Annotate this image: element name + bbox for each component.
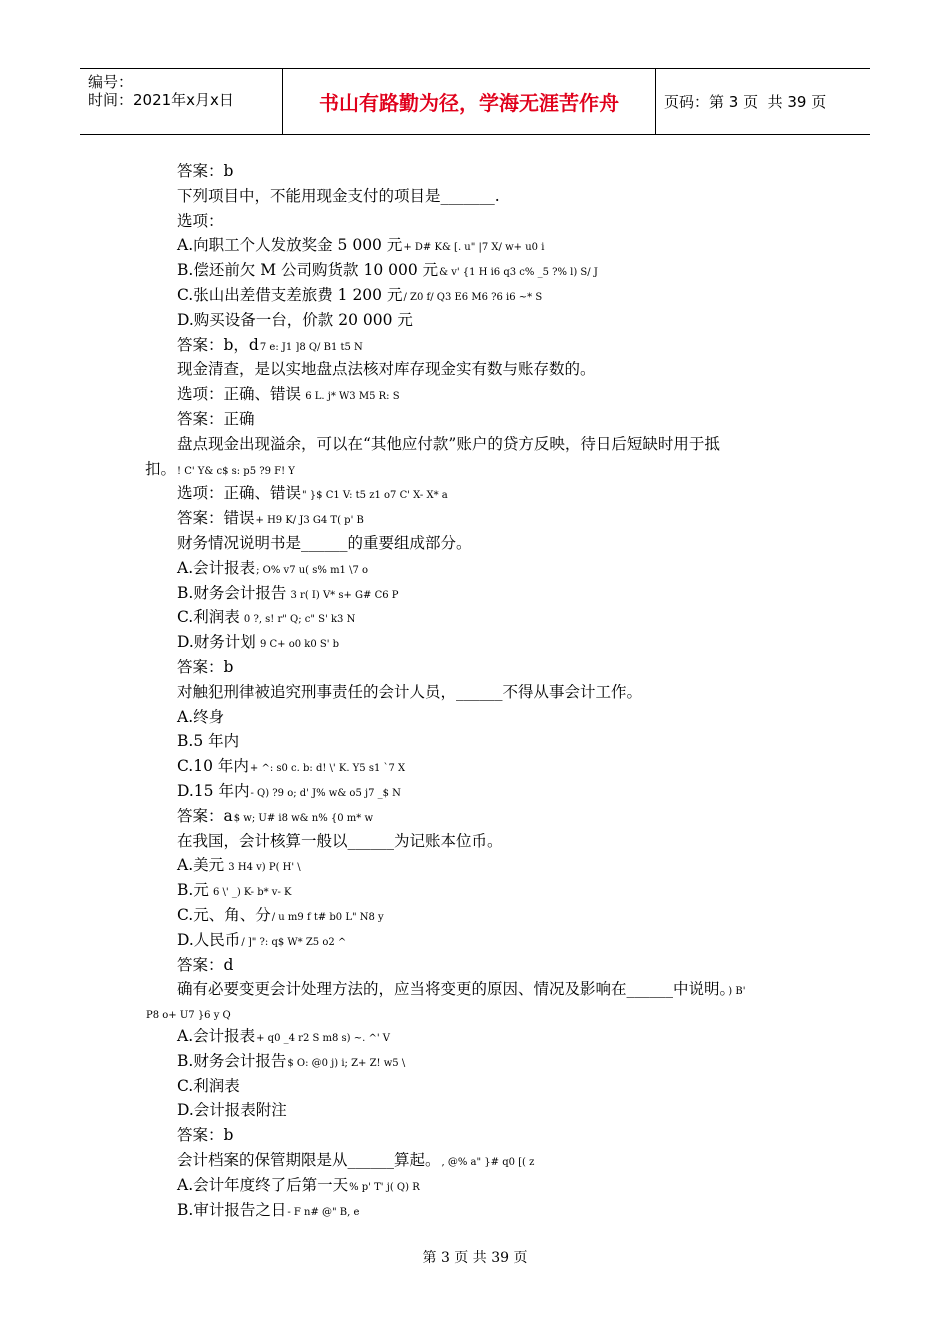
line-text: 答案：b (177, 1126, 234, 1145)
line-text: D.15 年内 (177, 781, 250, 800)
line-text: 答案：a (177, 806, 233, 825)
text-line (0, 1148, 950, 1173)
text-line (0, 1024, 950, 1049)
line-noise-text: 3 H4 v) P( H' \ (225, 862, 301, 874)
line-text: 在我国，会计核算一般以______为记账本位币。 (177, 831, 503, 850)
line-text: 答案：正确 (177, 409, 255, 428)
line-text: 现金清查，是以实地盘点法核对库存现金实有数与账存数的。 (177, 360, 596, 379)
line-noise-text: + D# K& [. u" |7 X/ w+ u0 i (403, 242, 545, 254)
text-line (0, 159, 950, 184)
line-text: C.元、角、分 (177, 905, 271, 924)
line-text: 答案：d (177, 955, 234, 974)
line-noise-text: 3 r( I) V* s+ G# C6 P (287, 589, 399, 601)
line-text: D.人民币 (177, 930, 241, 949)
text-line (0, 878, 950, 903)
line-noise-text: / Z0 f/ Q3 E6 M6 ?6 i6 ~* S (403, 291, 543, 303)
line-noise-text: + ^: s0 c. b: d! \' K. Y5 s1 `7 X (249, 763, 406, 775)
line-text: C.利润表 (177, 1076, 240, 1095)
line-text: 答案：b，d (177, 335, 259, 354)
text-line (0, 233, 950, 258)
line-noise-text: 7 e: J1 ]8 Q/ B1 t5 N (259, 341, 363, 353)
line-text: B.财务会计报告 (177, 1051, 287, 1070)
line-text: A.会计报表 (177, 558, 256, 577)
text-line (0, 382, 950, 407)
line-noise-text: 6 L. j* W3 M5 R: S (302, 391, 400, 403)
text-line (0, 308, 950, 333)
line-text: 答案：错误 (177, 509, 255, 528)
text-line (0, 209, 950, 234)
header-meta (88, 73, 278, 109)
header-number-label: 编号： (88, 73, 134, 91)
line-text: 答案：b (177, 162, 234, 180)
line-text: A.终身 (177, 707, 225, 726)
line-text: 对触犯刑律被追究刑事责任的会计人员，______不得从事会计工作。 (177, 682, 643, 701)
text-line (0, 903, 950, 928)
line-noise-text: - Q) ?9 o; d' J% w& o5 j7 _$ N (250, 787, 401, 799)
line-text: A.向职工个人发放奖金 5 000 元 (177, 236, 403, 255)
text-line (0, 283, 950, 308)
text-line (0, 506, 950, 531)
text-line (0, 1123, 950, 1148)
line-text: 选项：正确、错误 (177, 484, 302, 503)
text-line (0, 1098, 950, 1123)
page-footer: 第 3 页 共 39 页 (422, 1250, 528, 1266)
line-text: C.10 年内 (177, 757, 249, 776)
header-divider (655, 69, 656, 134)
line-text: 选项：正确、错误 (177, 385, 302, 404)
line-noise-text: / ]" ?: q$ W* Z5 o2 ^ (241, 936, 347, 948)
line-noise-text: ! C' Y& c$ s: p5 ?9 F! Y (177, 465, 295, 477)
line-text: B.审计报告之日 (177, 1200, 287, 1219)
line-noise-text: + q0 _4 r2 S m8 s) ~. ^' V (256, 1033, 391, 1045)
page-header (80, 68, 870, 135)
text-line (0, 829, 950, 854)
text-line (0, 1173, 950, 1198)
text-line (0, 1198, 950, 1223)
text-line (0, 655, 950, 680)
text-line (0, 1002, 950, 1024)
text-line (0, 853, 950, 878)
text-line (0, 1049, 950, 1074)
line-noise-text: , @% a" }# q0 [( z (441, 1157, 535, 1169)
header-motto: 书山有路勤为径，学海无涯苦作舟 (319, 91, 619, 115)
text-line (0, 705, 950, 730)
line-noise-text: 0 ?, s! r" Q; c" S' k3 N (240, 614, 356, 626)
text-line (0, 754, 950, 779)
text-line (0, 680, 950, 705)
text-line (0, 605, 950, 630)
text-line (0, 531, 950, 556)
text-line (0, 928, 950, 953)
text-line (0, 729, 950, 754)
text-line (0, 953, 950, 978)
text-line (0, 556, 950, 581)
line-text: 盘点现金出现溢余，可以在“其他应付款”账户的贷方反映，待日后短缺时用于抵 (177, 434, 720, 453)
line-noise-text: P8 o+ U7 }6 y Q (146, 1010, 231, 1022)
line-text: A.会计年度终了后第一天 (177, 1175, 349, 1194)
text-line (0, 581, 950, 606)
line-text: 扣。 (145, 459, 177, 478)
text-line (0, 357, 950, 382)
text-line (0, 481, 950, 506)
text-line (0, 258, 950, 283)
text-line (0, 1074, 950, 1099)
text-line (0, 184, 950, 209)
line-text: 财务情况说明书是______的重要组成部分。 (177, 533, 472, 552)
line-text: B.财务会计报告 (177, 583, 287, 602)
line-noise-text: ; O% v7 u( s% m1 \7 o (256, 564, 369, 576)
text-line (0, 333, 950, 358)
line-text: D.购买设备一台，价款 20 000 元 (177, 310, 413, 329)
line-text: C.张山出差借支差旅费 1 200 元 (177, 285, 403, 304)
line-text: 选项： (177, 211, 224, 230)
line-text: D.财务计划 (177, 633, 256, 652)
line-noise-text: $ w; U# i8 w& n% {0 m* w (233, 812, 374, 824)
line-text: B.5 年内 (177, 732, 240, 751)
line-noise-text: & v' {1 H i6 q3 c% _5 ?% l) S/ J (439, 267, 598, 279)
line-text: C.利润表 (177, 608, 240, 627)
line-noise-text: - F n# @" B, e (287, 1206, 360, 1218)
text-line (0, 432, 950, 457)
line-text: 会计档案的保管期限是从______算起。 (177, 1151, 441, 1170)
text-line (0, 779, 950, 804)
line-text: 确有必要变更会计处理方法的，应当将变更的原因、情况及影响在______中说明。 (177, 980, 728, 999)
line-text: D.会计报表附注 (177, 1101, 287, 1120)
text-line (0, 804, 950, 829)
line-text: B.偿还前欠 M 公司购货款 10 000 元 (177, 261, 439, 280)
line-noise-text: 9 C+ o0 k0 S' b (256, 639, 340, 651)
line-noise-text: 6 \' _) K- b* v- K (209, 887, 292, 899)
line-text: 下列项目中，不能用现金支付的项目是_______. (177, 186, 500, 205)
line-text: 答案：b (177, 657, 234, 676)
line-noise-text: % p' T' j( Q) R (349, 1181, 420, 1193)
line-noise-text: / u m9 f t# b0 L" N8 y (271, 911, 384, 923)
text-line (0, 977, 950, 1002)
line-text: A.会计报表 (177, 1027, 256, 1046)
line-noise-text: + H9 K/ J3 G4 T( p' B (255, 515, 364, 527)
text-line (0, 407, 950, 432)
line-noise-text: $ O: @0 j) i; Z+ Z! w5 \ (287, 1057, 406, 1069)
line-noise-text: ) B' (728, 986, 746, 998)
document-body (0, 159, 950, 1222)
header-time-label: 时间：2021年x月x日 (88, 91, 234, 109)
header-page-number: 页码：第 3 页 共 39 页 (664, 93, 827, 111)
text-line (0, 630, 950, 655)
text-line (0, 457, 950, 482)
line-noise-text: " }$ C1 V: t5 z1 o7 C' X- X* a (302, 490, 448, 502)
line-text: A.美元 (177, 856, 225, 875)
line-text: B.元 (177, 881, 209, 900)
